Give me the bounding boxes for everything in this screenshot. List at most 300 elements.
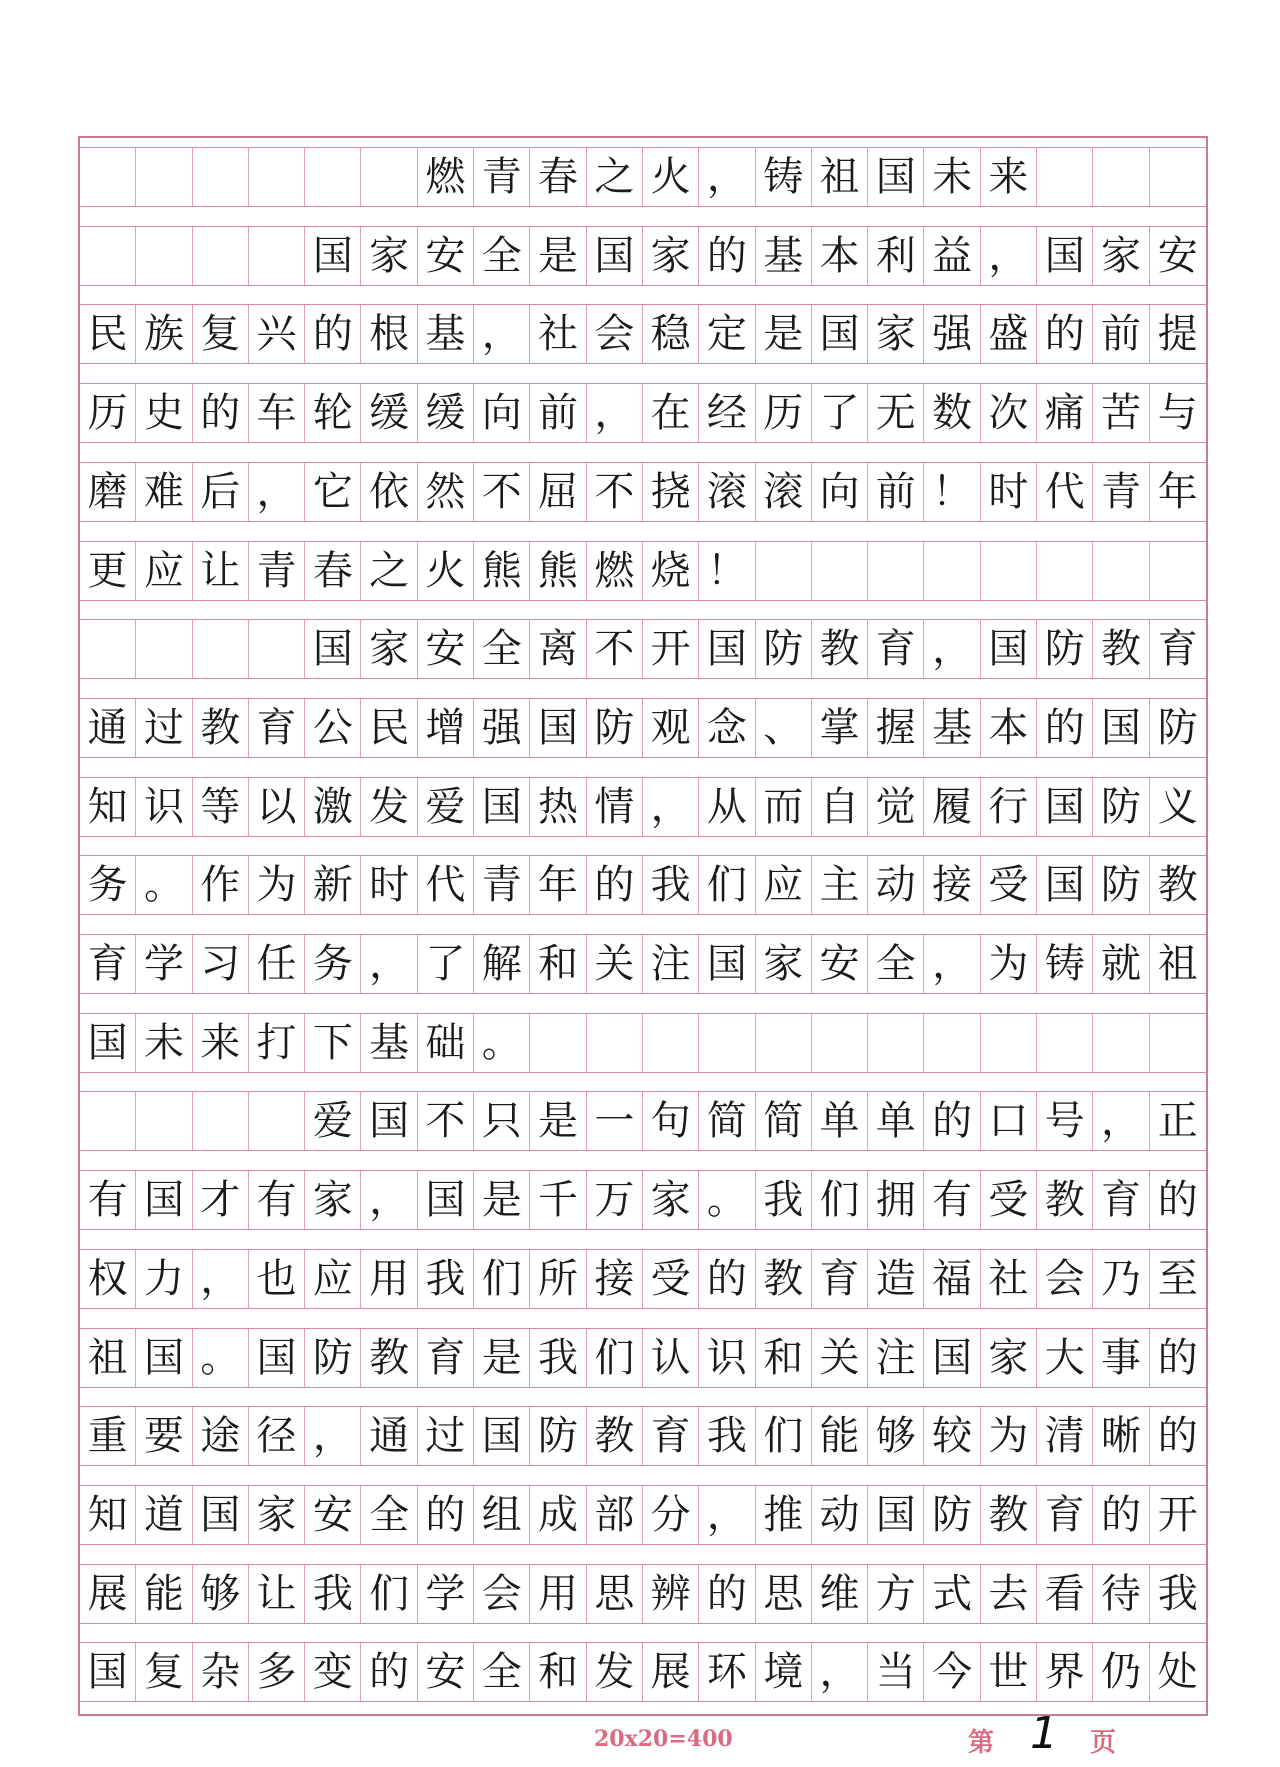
grid-cell: 道 <box>136 1486 192 1544</box>
grid-cell: 是 <box>474 1329 530 1387</box>
grid-cell: 提 <box>1157 311 1198 358</box>
grid-cell: 正 <box>1157 1098 1198 1145</box>
grid-cell: 国 <box>981 620 1037 678</box>
grid-cell: 教 <box>193 699 249 757</box>
grid-cell: 句 <box>643 1092 699 1150</box>
grid-cell: 国 <box>699 620 755 678</box>
grid-cell: 离 <box>530 620 586 678</box>
grid-cell: 识 <box>136 778 192 836</box>
grid-cell: 安 <box>418 620 474 678</box>
grid-cell: 造 <box>868 1250 924 1308</box>
grid-cell: 打 <box>249 1014 305 1072</box>
grid-cell: 的 <box>1157 1177 1198 1224</box>
grid-cell: 径 <box>249 1407 305 1465</box>
grid-cell: 未 <box>136 1014 192 1072</box>
grid-cell: 燃 <box>587 542 643 600</box>
grid-cell: 盛 <box>981 305 1037 363</box>
grid-cell: 基 <box>418 305 474 363</box>
grid-row <box>80 777 1206 837</box>
grid-cell <box>530 1014 586 1072</box>
grid-cell: 国 <box>812 305 868 363</box>
grid-cell: 无 <box>868 384 924 442</box>
grid-row <box>80 1564 1206 1624</box>
grid-cell: 的 <box>699 227 755 285</box>
grid-cell: 不 <box>587 620 643 678</box>
grid-cell: 公 <box>305 699 361 757</box>
grid-cell: ， <box>699 148 755 206</box>
grid-cell: 、 <box>756 699 812 757</box>
grid-cell <box>193 620 249 678</box>
grid-cell: 安 <box>418 1643 474 1701</box>
grid-cell: 。 <box>474 1014 530 1072</box>
grid-cell: 安 <box>418 227 474 285</box>
grid-cell: 是 <box>474 1171 530 1229</box>
grid-cell: 多 <box>249 1643 305 1701</box>
grid-cell: 国 <box>361 1092 417 1150</box>
grid-cell: 本 <box>812 227 868 285</box>
grid-cell: 族 <box>136 305 192 363</box>
grid-cell: 自 <box>812 778 868 836</box>
grid-cell: 情 <box>587 778 643 836</box>
grid-cell: 会 <box>474 1565 530 1623</box>
grid-cell: 掌 <box>812 699 868 757</box>
grid-cell <box>1150 542 1206 600</box>
grid-cell: ， <box>361 935 417 993</box>
grid-cell: 防 <box>1093 856 1149 914</box>
grid-cell: 前 <box>1093 305 1149 363</box>
grid-cell: 家 <box>1093 227 1149 285</box>
grid-cell: 利 <box>868 227 924 285</box>
grid-cell: 让 <box>193 542 249 600</box>
grid-cell: 育 <box>812 1250 868 1308</box>
composition-grid-paper <box>78 136 1208 1716</box>
grid-cell: 强 <box>924 305 980 363</box>
grid-cell: ！ <box>699 542 755 600</box>
grid-cell: 祖 <box>1157 941 1198 987</box>
grid-cell <box>1093 148 1149 206</box>
grid-cell <box>1150 1014 1206 1072</box>
grid-cell: 组 <box>474 1486 530 1544</box>
grid-cell: 念 <box>699 699 755 757</box>
grid-cell: 的 <box>418 1486 474 1544</box>
grid-cell: 动 <box>868 856 924 914</box>
grid-cell: 国 <box>924 1329 980 1387</box>
grid-row <box>80 1013 1206 1073</box>
grid-cell: 变 <box>305 1643 361 1701</box>
grid-cell: 滚 <box>756 463 812 521</box>
grid-cell: 们 <box>699 856 755 914</box>
grid-cell: 不 <box>418 1092 474 1150</box>
grid-cell: 和 <box>530 1643 586 1701</box>
grid-cell: 会 <box>587 305 643 363</box>
grid-cell: 全 <box>474 1643 530 1701</box>
grid-cell: 防 <box>1157 704 1198 751</box>
grid-cell: 是 <box>530 1092 586 1150</box>
grid-cell: 大 <box>1037 1329 1093 1387</box>
grid-cell: 和 <box>756 1329 812 1387</box>
grid-cell: 依 <box>361 463 417 521</box>
grid-cell <box>812 542 868 600</box>
grid-cell: 所 <box>530 1250 586 1308</box>
grid-cell: 烧 <box>643 542 699 600</box>
grid-cell: ， <box>305 1407 361 1465</box>
grid-cell: 春 <box>530 148 586 206</box>
grid-cell: 义 <box>1157 783 1198 830</box>
grid-cell: 时 <box>361 856 417 914</box>
grid-cell: 才 <box>193 1171 249 1229</box>
grid-cell: 只 <box>474 1092 530 1150</box>
grid-cell: 要 <box>136 1407 192 1465</box>
grid-cell: 应 <box>756 856 812 914</box>
grid-cell: 较 <box>924 1407 980 1465</box>
grid-cell: 与 <box>1157 390 1198 437</box>
grid-cell: 握 <box>868 699 924 757</box>
page-number: 1 <box>1030 1708 1058 1759</box>
grid-cell: 待 <box>1093 1565 1149 1623</box>
grid-cell <box>756 1014 812 1072</box>
grid-cell: 国 <box>1037 778 1093 836</box>
grid-cell: 家 <box>361 227 417 285</box>
grid-cell: 安 <box>812 935 868 993</box>
grid-cell: 前 <box>868 463 924 521</box>
grid-cell: 我 <box>756 1171 812 1229</box>
grid-cell: 从 <box>699 778 755 836</box>
grid-cell: 能 <box>812 1407 868 1465</box>
grid-cell <box>136 148 192 206</box>
grid-cell: 务 <box>305 935 361 993</box>
grid-cell: 防 <box>1037 620 1093 678</box>
grid-cell: 们 <box>756 1407 812 1465</box>
grid-cell: 和 <box>530 935 586 993</box>
grid-cell: ， <box>812 1643 868 1701</box>
grid-cell: 晰 <box>1093 1407 1149 1465</box>
grid-cell: 习 <box>193 935 249 993</box>
grid-cell: 展 <box>643 1643 699 1701</box>
grid-cell: 的 <box>1093 1486 1149 1544</box>
grid-cell: 来 <box>981 148 1037 206</box>
grid-cell: 年 <box>530 856 586 914</box>
grid-cell: 力 <box>136 1250 192 1308</box>
grid-cell: 通 <box>361 1407 417 1465</box>
grid-cell: ， <box>924 935 980 993</box>
grid-cell: 次 <box>981 384 1037 442</box>
grid-cell: 辨 <box>643 1565 699 1623</box>
grid-cell: ， <box>699 1486 755 1544</box>
grid-cell: 防 <box>1093 778 1149 836</box>
grid-cell: 务 <box>80 856 136 914</box>
grid-cell: 不 <box>587 463 643 521</box>
grid-cell: 们 <box>361 1565 417 1623</box>
grid-cell: 仍 <box>1093 1643 1149 1701</box>
grid-cell: 爱 <box>305 1092 361 1150</box>
grid-cell: 教 <box>981 1486 1037 1544</box>
grid-cell <box>587 1014 643 1072</box>
grid-cell <box>249 1092 305 1150</box>
grid-cell: 我 <box>699 1407 755 1465</box>
grid-cell <box>868 1014 924 1072</box>
grid-cell: 代 <box>1037 463 1093 521</box>
grid-cell: 育 <box>80 935 136 993</box>
grid-cell: 了 <box>812 384 868 442</box>
grid-cell: ， <box>924 620 980 678</box>
grid-cell: 简 <box>756 1092 812 1150</box>
grid-cell: 全 <box>868 935 924 993</box>
grid-cell: 方 <box>868 1565 924 1623</box>
grid-cell: 时 <box>981 463 1037 521</box>
grid-cell: 育 <box>249 699 305 757</box>
grid-cell <box>1093 542 1149 600</box>
grid-cell: 看 <box>1037 1565 1093 1623</box>
grid-cell: 乃 <box>1093 1250 1149 1308</box>
grid-cell: 下 <box>305 1014 361 1072</box>
grid-cell: 有 <box>924 1171 980 1229</box>
grid-row <box>80 1328 1206 1388</box>
grid-cell: 车 <box>249 384 305 442</box>
grid-cell: 推 <box>756 1486 812 1544</box>
grid-cell: 国 <box>80 1643 136 1701</box>
grid-cell: 够 <box>193 1565 249 1623</box>
grid-cell: 未 <box>924 148 980 206</box>
grid-cell: 能 <box>136 1565 192 1623</box>
grid-cell: 民 <box>361 699 417 757</box>
grid-cell: 一 <box>587 1092 643 1150</box>
grid-cell: ， <box>249 463 305 521</box>
grid-cell: 注 <box>643 935 699 993</box>
grid-cell: 国 <box>418 1171 474 1229</box>
grid-row <box>80 383 1206 443</box>
grid-cell: 部 <box>587 1486 643 1544</box>
grid-cell: 春 <box>305 542 361 600</box>
grid-row <box>80 698 1206 758</box>
grid-cell: 为 <box>981 935 1037 993</box>
grid-cell: 杂 <box>193 1643 249 1701</box>
grid-cell: 环 <box>699 1643 755 1701</box>
grid-cell: 事 <box>1093 1329 1149 1387</box>
grid-cell: 根 <box>361 305 417 363</box>
grid-cell: 我 <box>418 1250 474 1308</box>
grid-cell: 础 <box>418 1014 474 1072</box>
grid-cell: 的 <box>1037 305 1093 363</box>
grid-cell: 国 <box>249 1329 305 1387</box>
grid-cell: 学 <box>418 1565 474 1623</box>
grid-cell: 家 <box>249 1486 305 1544</box>
grid-cell: 通 <box>80 699 136 757</box>
grid-row <box>80 619 1206 679</box>
grid-cell: ， <box>981 227 1037 285</box>
grid-cell <box>193 1092 249 1150</box>
grid-cell: 史 <box>136 384 192 442</box>
grid-cell <box>1093 1014 1149 1072</box>
grid-cell <box>756 542 812 600</box>
grid-cell: 防 <box>587 699 643 757</box>
grid-cell: 会 <box>1037 1250 1093 1308</box>
grid-cell: 家 <box>361 620 417 678</box>
grid-cell: 轮 <box>305 384 361 442</box>
grid-cell: 有 <box>80 1171 136 1229</box>
grid-cell: 简 <box>699 1092 755 1150</box>
grid-cell: 防 <box>756 620 812 678</box>
grid-cell <box>136 1092 192 1150</box>
grid-cell: 让 <box>249 1565 305 1623</box>
grid-cell <box>193 148 249 206</box>
grid-cell: 至 <box>1157 1255 1198 1302</box>
grid-cell: 定 <box>699 305 755 363</box>
grid-cell: 新 <box>305 856 361 914</box>
grid-cell: 稳 <box>643 305 699 363</box>
grid-cell: 兴 <box>249 305 305 363</box>
grid-cell: 家 <box>643 1171 699 1229</box>
grid-cell: 基 <box>924 699 980 757</box>
grid-cell: 处 <box>1157 1649 1198 1696</box>
grid-cell: 去 <box>981 1565 1037 1623</box>
grid-cell <box>924 542 980 600</box>
grid-cell: 历 <box>756 384 812 442</box>
grid-row <box>80 1249 1206 1309</box>
grid-cell <box>80 227 136 285</box>
grid-row <box>80 934 1206 994</box>
grid-cell: 的 <box>924 1092 980 1150</box>
grid-cell: 民 <box>80 305 136 363</box>
grid-row <box>80 1485 1206 1545</box>
grid-cell <box>80 1092 136 1150</box>
grid-cell: 教 <box>812 620 868 678</box>
grid-cell: 的 <box>1157 1334 1198 1381</box>
grid-cell: 国 <box>1037 856 1093 914</box>
grid-cell: 国 <box>474 1407 530 1465</box>
grid-cell: 为 <box>249 856 305 914</box>
grid-cell: 后 <box>193 463 249 521</box>
grid-cell: 以 <box>249 778 305 836</box>
grid-row <box>80 304 1206 364</box>
grid-cell: 动 <box>812 1486 868 1544</box>
grid-cell: 熊 <box>474 542 530 600</box>
grid-cell: 青 <box>249 542 305 600</box>
grid-cell: 应 <box>136 542 192 600</box>
grid-cell: 我 <box>305 1565 361 1623</box>
grid-cell: 今 <box>924 1643 980 1701</box>
grid-cell: 育 <box>868 620 924 678</box>
grid-cell: 成 <box>530 1486 586 1544</box>
grid-cell: 作 <box>193 856 249 914</box>
grid-cell: 青 <box>474 856 530 914</box>
grid-cell: 全 <box>474 227 530 285</box>
grid-cell: 接 <box>924 856 980 914</box>
grid-cell: 单 <box>868 1092 924 1150</box>
grid-cell <box>249 227 305 285</box>
grid-cell: 当 <box>868 1643 924 1701</box>
grid-cell: 受 <box>981 1171 1037 1229</box>
grid-cell: 式 <box>924 1565 980 1623</box>
grid-cell: 难 <box>136 463 192 521</box>
grid-cell: 学 <box>136 935 192 993</box>
grid-cell: 教 <box>1093 620 1149 678</box>
grid-cell: 国 <box>530 699 586 757</box>
grid-cell: 祖 <box>812 148 868 206</box>
grid-cell: 它 <box>305 463 361 521</box>
grid-cell <box>249 620 305 678</box>
grid-cell: 历 <box>80 384 136 442</box>
grid-cell: 磨 <box>80 463 136 521</box>
grid-cell: 展 <box>80 1565 136 1623</box>
grid-cell: 强 <box>474 699 530 757</box>
grid-cell: 向 <box>474 384 530 442</box>
page-label-prefix: 第 <box>968 1728 995 1758</box>
grid-size-label: 20x20=400 <box>594 1726 733 1752</box>
grid-cell: 育 <box>418 1329 474 1387</box>
grid-cell: 教 <box>1157 862 1198 909</box>
grid-cell: ， <box>193 1250 249 1308</box>
grid-cell: 挠 <box>643 463 699 521</box>
grid-cell: 家 <box>981 1329 1037 1387</box>
grid-cell: 知 <box>80 778 136 836</box>
grid-cell: 境 <box>756 1643 812 1701</box>
grid-cell: 等 <box>193 778 249 836</box>
grid-cell: 育 <box>643 1407 699 1465</box>
grid-cell: 的 <box>1037 699 1093 757</box>
grid-cell <box>699 1014 755 1072</box>
grid-cell: 的 <box>1157 1413 1198 1460</box>
grid-cell: 。 <box>193 1329 249 1387</box>
grid-cell: 燃 <box>418 148 474 206</box>
grid-cell: 号 <box>1037 1092 1093 1150</box>
grid-cell: 注 <box>868 1329 924 1387</box>
page-label-suffix: 页 <box>1090 1728 1117 1758</box>
grid-cell <box>193 227 249 285</box>
grid-cell: 用 <box>530 1565 586 1623</box>
grid-cell: 复 <box>136 1643 192 1701</box>
grid-cell: 在 <box>643 384 699 442</box>
grid-cell: 家 <box>868 305 924 363</box>
grid-cell: 知 <box>80 1486 136 1544</box>
grid-cell: 国 <box>699 935 755 993</box>
grid-cell: 国 <box>305 227 361 285</box>
grid-cell: 安 <box>305 1486 361 1544</box>
grid-cell: 全 <box>474 620 530 678</box>
grid-cell: 国 <box>474 778 530 836</box>
grid-cell: 国 <box>1093 699 1149 757</box>
grid-cell: 界 <box>1037 1643 1093 1701</box>
grid-cell <box>981 542 1037 600</box>
grid-cell: 是 <box>756 305 812 363</box>
grid-cell: 数 <box>924 384 980 442</box>
grid-cell: 祖 <box>80 1329 136 1387</box>
grid-cell: 主 <box>812 856 868 914</box>
grid-cell: ， <box>361 1171 417 1229</box>
grid-cell: 青 <box>1093 463 1149 521</box>
grid-cell: 国 <box>868 1486 924 1544</box>
grid-cell: 的 <box>587 856 643 914</box>
grid-cell: 发 <box>587 1643 643 1701</box>
grid-cell: 激 <box>305 778 361 836</box>
grid-cell: 就 <box>1093 935 1149 993</box>
grid-cell: 前 <box>530 384 586 442</box>
grid-cell <box>643 1014 699 1072</box>
grid-cell: 热 <box>530 778 586 836</box>
grid-cell: 的 <box>699 1565 755 1623</box>
grid-cell: ， <box>474 305 530 363</box>
grid-cell: 过 <box>136 699 192 757</box>
grid-cell: 我 <box>1157 1570 1198 1617</box>
grid-cell: 防 <box>530 1407 586 1465</box>
grid-cell: 福 <box>924 1250 980 1308</box>
grid-cell: 觉 <box>868 778 924 836</box>
grid-cell: 识 <box>699 1329 755 1387</box>
grid-cell: 开 <box>643 620 699 678</box>
grid-cell: 不 <box>474 463 530 521</box>
grid-cell: 拥 <box>868 1171 924 1229</box>
grid-cell: 思 <box>756 1565 812 1623</box>
grid-cell: 本 <box>981 699 1037 757</box>
